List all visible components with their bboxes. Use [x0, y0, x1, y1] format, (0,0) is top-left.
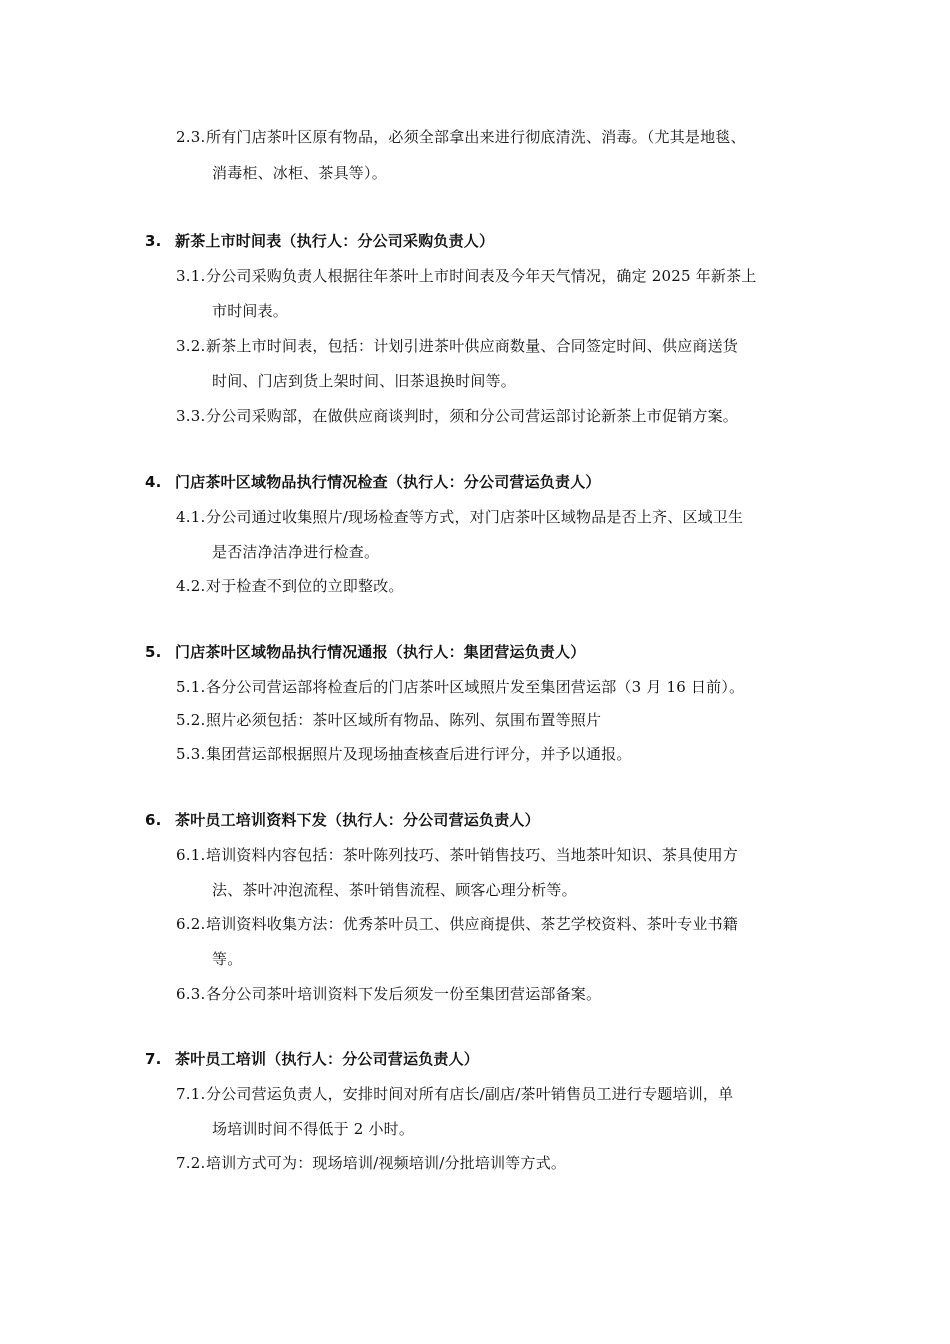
item-7-2-line1 — [176, 1153, 566, 1173]
item-7-1-line1 — [176, 1084, 733, 1104]
item-3-3-line1 — [176, 406, 738, 426]
section-number: 3. — [145, 232, 162, 250]
section-number: 4. — [145, 473, 162, 491]
item-text: 对于检查不到位的立即整改。 — [206, 577, 404, 595]
item-text: 集团营运部根据照片及现场抽查核查后进行评分，并予以通报。 — [206, 745, 632, 763]
section-title: 茶叶员工培训（执行人：分公司营运负责人） — [175, 1050, 480, 1068]
section-6-heading — [145, 810, 540, 830]
item-4-1-line1 — [176, 507, 743, 527]
item-2-3-line1 — [176, 127, 746, 147]
item-text: 培训方式可为：现场培训/视频培训/分批培训等方式。 — [206, 1154, 567, 1172]
item-6-1-line1 — [176, 845, 738, 865]
section-5-heading — [145, 642, 585, 662]
item-text: 分公司营运负责人，安排时间对所有店长/副店/茶叶销售员工进行专题培训，单 — [206, 1085, 734, 1103]
item-number: 6.2. — [176, 915, 206, 933]
item-text: 培训资料收集方法：优秀茶叶员工、供应商提供、茶艺学校资料、茶叶专业书籍 — [206, 915, 739, 933]
section-title: 门店茶叶区域物品执行情况通报（执行人：集团营运负责人） — [175, 643, 586, 661]
item-number: 6.1. — [176, 846, 206, 864]
item-6-3-line1 — [176, 984, 601, 1004]
item-number: 4.1. — [176, 508, 206, 526]
section-3-heading — [145, 231, 494, 251]
item-5-2-line1 — [176, 710, 601, 730]
section-title: 茶叶员工培训资料下发（执行人：分公司营运负责人） — [175, 811, 540, 829]
item-4-1-line2: 是否洁净洁净进行检查。 — [212, 543, 380, 561]
item-6-2-line1 — [176, 914, 738, 934]
item-6-2-line2: 等。 — [212, 950, 243, 968]
item-number: 3.1. — [176, 267, 206, 285]
section-title: 门店茶叶区域物品执行情况检查（执行人：分公司营运负责人） — [175, 473, 601, 491]
section-title: 新茶上市时间表（执行人：分公司采购负责人） — [175, 232, 495, 250]
item-text: 新茶上市时间表，包括：计划引进茶叶供应商数量、合同签定时间、供应商送货 — [206, 337, 739, 355]
item-number: 4.2. — [176, 577, 206, 595]
item-number: 3.3. — [176, 407, 206, 425]
item-4-2-line1 — [176, 576, 404, 596]
section-number: 7. — [145, 1050, 162, 1068]
item-number: 2.3. — [176, 128, 206, 146]
item-number: 5.1. — [176, 678, 206, 696]
item-number: 5.2. — [176, 711, 206, 729]
item-text: 各分公司营运部将检查后的门店茶叶区域照片发至集团营运部（3 月 16 日前）。 — [206, 678, 745, 696]
item-5-3-line1 — [176, 744, 632, 764]
item-text: 分公司采购部，在做供应商谈判时，须和分公司营运部讨论新茶上市促销方案。 — [206, 407, 739, 425]
item-text: 分公司通过收集照片/现场检查等方式，对门店茶叶区域物品是否上齐、区域卫生 — [206, 508, 744, 526]
item-3-1-line1 — [176, 266, 757, 286]
section-4-heading — [145, 472, 601, 492]
item-5-1-line1 — [176, 677, 744, 697]
section-number: 6. — [145, 811, 162, 829]
item-number: 5.3. — [176, 745, 206, 763]
item-3-2-line2: 时间、门店到货上架时间、旧茶退换时间等。 — [212, 372, 517, 390]
item-number: 3.2. — [176, 337, 206, 355]
item-number: 6.3. — [176, 985, 206, 1003]
item-text: 培训资料内容包括：茶叶陈列技巧、茶叶销售技巧、当地茶叶知识、茶具使用方 — [206, 846, 739, 864]
item-number: 7.1. — [176, 1085, 206, 1103]
item-number: 7.2. — [176, 1154, 206, 1172]
item-7-1-line2: 场培训时间不得低于 2 小时。 — [212, 1120, 415, 1138]
item-text: 分公司采购负责人根据往年茶叶上市时间表及今年天气情况，确定 2025 年新茶上 — [206, 267, 757, 285]
item-text: 各分公司茶叶培训资料下发后须发一份至集团营运部备案。 — [206, 985, 602, 1003]
section-7-heading — [145, 1049, 479, 1069]
item-3-1-line2: 市时间表。 — [212, 302, 289, 320]
item-text: 所有门店茶叶区原有物品，必须全部拿出来进行彻底清洗、消毒。（尤其是地毯、 — [206, 128, 746, 146]
section-number: 5. — [145, 643, 162, 661]
item-text: 照片必须包括：茶叶区域所有物品、陈列、氛围布置等照片 — [206, 711, 602, 729]
item-3-2-line1 — [176, 336, 738, 356]
item-2-3-line2: 消毒柜、冰柜、茶具等）。 — [212, 164, 387, 182]
item-6-1-line2: 法、茶叶冲泡流程、茶叶销售流程、顾客心理分析等。 — [212, 881, 577, 899]
